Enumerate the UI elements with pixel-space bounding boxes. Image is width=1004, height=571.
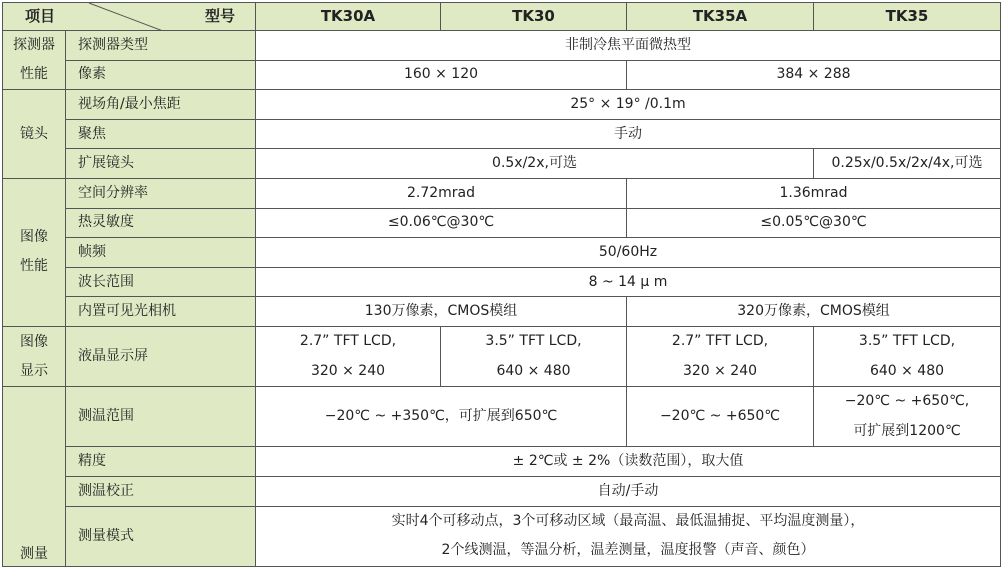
param-ext-lens: 扩展镜头 [66, 149, 256, 179]
value-lcd-tk35a: 2.7” TFT LCD, 320 × 240 [627, 326, 814, 386]
value-netd-a: ≤0.06℃@30℃ [256, 208, 627, 238]
header-corner-cell [3, 3, 256, 31]
value-ext-lens-a: 0.5x/2x,可选 [256, 149, 814, 179]
row-ext-lens [3, 149, 1001, 179]
value-measure-mode: 实时4个可移动点，3个可移动区域（最高温、最低温捕捉、平均温度测量）， 2个线测温，等温分析，温差测量，温度报警（声音、颜色） [256, 506, 1001, 566]
param-frame-rate: 帧频 [66, 238, 256, 268]
param-calibration: 测温校正 [66, 476, 256, 506]
value-spatial-res-a: 2.72mrad [256, 178, 627, 208]
row-detector-type [3, 31, 1001, 61]
category-measurement: 测量 [3, 387, 66, 567]
value-frame-rate: 50/60Hz [256, 238, 1001, 268]
row-wavelength [3, 267, 1001, 297]
param-temp-range: 测温范围 [66, 387, 256, 447]
row-visible-camera [3, 297, 1001, 327]
row-lcd [3, 326, 1001, 386]
value-fov: 25° × 19° /0.1m [256, 90, 1001, 120]
param-wavelength: 波长范围 [66, 267, 256, 297]
value-accuracy: ± 2℃或 ± 2%（读数范围），取大值 [256, 447, 1001, 477]
category-image-performance: 图像 性能 [3, 178, 66, 326]
row-focus [3, 119, 1001, 149]
value-ext-lens-b: 0.25x/0.5x/2x/4x,可选 [814, 149, 1001, 179]
model-header-tk35: TK35 [814, 3, 1001, 31]
row-pixel [3, 60, 1001, 90]
value-pixel-small: 160 × 120 [256, 60, 627, 90]
param-fov: 视场角/最小焦距 [66, 90, 256, 120]
param-visible-camera: 内置可见光相机 [66, 297, 256, 327]
header-model-label: 型号 [204, 7, 235, 25]
row-spatial-res [3, 178, 1001, 208]
value-netd-b: ≤0.05℃@30℃ [627, 208, 1001, 238]
param-netd: 热灵敏度 [66, 208, 256, 238]
value-wavelength: 8 ~ 14 μ m [256, 267, 1001, 297]
value-detector-type: 非制冷焦平面微热型 [256, 31, 1001, 61]
param-lcd: 液晶显示屏 [66, 326, 256, 386]
value-temp-range-b: −20℃ ~ +650℃ [627, 387, 814, 447]
row-netd [3, 208, 1001, 238]
value-spatial-res-b: 1.36mrad [627, 178, 1001, 208]
value-lcd-tk35: 3.5” TFT LCD, 640 × 480 [814, 326, 1001, 386]
value-temp-range-a: −20℃ ~ +350℃，可扩展到650℃ [256, 387, 627, 447]
value-visible-camera-a: 130万像素，CMOS模组 [256, 297, 627, 327]
row-calibration [3, 476, 1001, 506]
value-temp-range-c: −20℃ ~ +650℃, 可扩展到1200℃ [814, 387, 1001, 447]
value-pixel-large: 384 × 288 [627, 60, 1001, 90]
param-detector-type: 探测器类型 [66, 31, 256, 61]
value-lcd-tk30: 3.5” TFT LCD, 640 × 480 [441, 326, 627, 386]
value-focus: 手动 [256, 119, 1001, 149]
row-measure-mode [3, 506, 1001, 566]
param-measure-mode: 测量模式 [66, 506, 256, 566]
param-pixel: 像素 [66, 60, 256, 90]
spec-table [2, 2, 1001, 567]
model-header-tk30a: TK30A [256, 3, 441, 31]
header-item-label: 项目 [25, 7, 56, 25]
row-frame-rate [3, 238, 1001, 268]
category-detector: 探测器 性能 [3, 31, 66, 90]
value-calibration: 自动/手动 [256, 476, 1001, 506]
param-accuracy: 精度 [66, 447, 256, 477]
param-focus: 聚焦 [66, 119, 256, 149]
value-lcd-tk30a: 2.7” TFT LCD, 320 × 240 [256, 326, 441, 386]
row-accuracy [3, 447, 1001, 477]
header-row [3, 3, 1001, 31]
model-header-tk35a: TK35A [627, 3, 814, 31]
value-visible-camera-b: 320万像素，CMOS模组 [627, 297, 1001, 327]
model-header-tk30: TK30 [441, 3, 627, 31]
category-lens: 镜头 [3, 90, 66, 179]
row-temp-range [3, 387, 1001, 447]
row-fov [3, 90, 1001, 120]
category-image-display: 图像 显示 [3, 326, 66, 386]
param-spatial-res: 空间分辨率 [66, 178, 256, 208]
